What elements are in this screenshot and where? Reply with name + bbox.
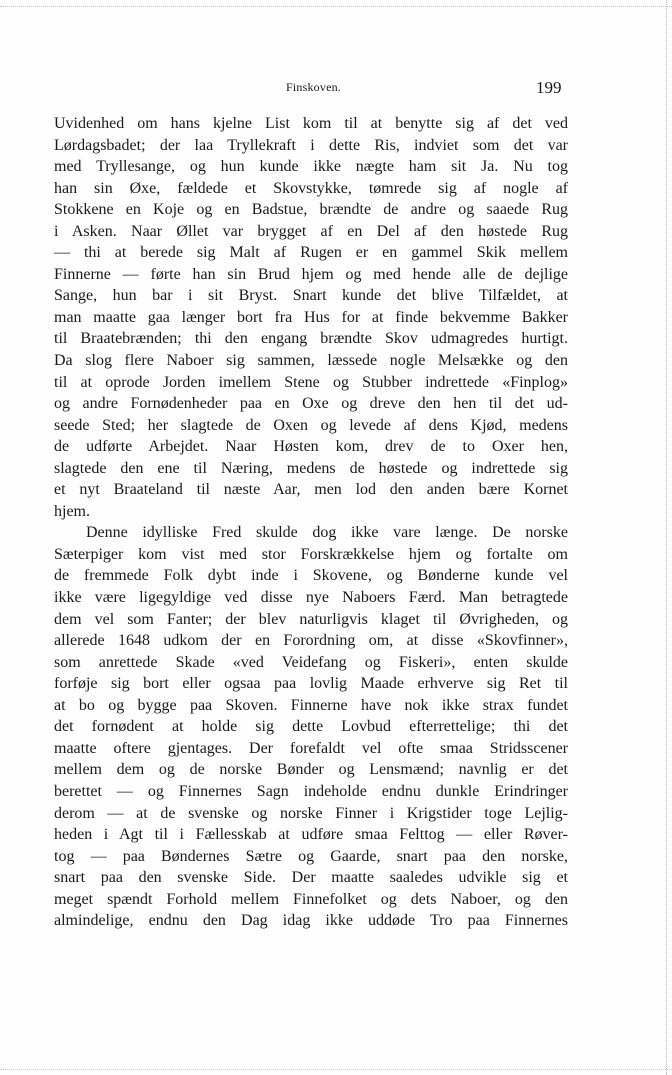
text-line: forføje sig bort eller ogsaa paa lovlig Maade erhverve sig Ret til [54, 675, 568, 693]
text-line: seede Sted; her slagtede de Oxen og levede af dens Kjød, medens [54, 416, 568, 434]
text-line: snart paa den svenske Side. Der maatte saaledes udvikle sig et [54, 869, 568, 887]
text-line: det fornødent at holde sig dette Lovbud efterrettelige; thi det [54, 718, 568, 736]
text-line: maatte oftere gjentages. Der forefaldt vel ofte smaa Stridsscener [54, 739, 568, 757]
text-line: i Asken. Naar Øllet var brygget af en Del af den høstede Rug [54, 222, 568, 240]
text-line: Finnerne — førte han sin Brud hjem og med hende alle de dejlige [54, 265, 568, 283]
text-line: — thi at berede sig Malt af Rugen er en gammel Skik mellem [54, 244, 568, 262]
text-line: at bo og bygge paa Skoven. Finnerne have nok ikke strax fundet [54, 696, 568, 714]
text-line: berettet — og Finnernes Sagn indeholde endnu dunkle Erindringer [54, 782, 568, 800]
text-line: de fremmede Folk dybt inde i Skovene, og Bønderne kunde vel [54, 567, 568, 585]
text-line: til at oprode Jorden imellem Stene og Stubber indrettede «Finplog» [54, 373, 568, 391]
scan-edge-right [666, 0, 668, 1075]
running-title: Finskoven. [286, 80, 342, 94]
text-line: de udførte Arbejdet. Naar Høsten kom, drev de to Oxer hen, [54, 438, 568, 456]
text-line: Da slog flere Naboer sig sammen, læssede nogle Melsække og den [54, 352, 568, 370]
text-line: til Braatebrænden; thi den engang brændte Skov udmagredes hurtigt. [54, 330, 568, 348]
paragraph-start-line: Denne idylliske Fred skulde dog ikke vare længe. De norske [86, 524, 568, 542]
text-line: derom — at de svenske og norske Finner i Krigstider toge Lejlig- [54, 804, 568, 822]
text-line: Stokkene en Koje og en Badstue, brændte de andre og saaede Rug [54, 201, 568, 219]
text-line: Lørdagsbadet; der laa Tryllekraft i dette Ris, indviet som det var [54, 136, 568, 154]
text-line: mellem dem og de norske Bønder og Lensmænd; navnlig er det [54, 761, 568, 779]
scan-edge-bottom [0, 1069, 672, 1071]
text-line: dem vel som Fanter; der blev naturligvis klaget til Øvrigheden, og [54, 610, 568, 628]
text-line: Uvidenhed om hans kjelne List kom til at benytte sig af det ved [54, 115, 568, 132]
text-line: og andre Fornødenheder paa en Oxe og dreve den hen til det ud- [54, 395, 568, 413]
body-text [54, 113, 568, 932]
text-line: Sange, hun bar i sit Bryst. Snart kunde det blive Tilfældet, at [54, 287, 568, 305]
text-line: ikke være ligegyldige ved disse nye Naboers Færd. Man betragtede [54, 589, 568, 607]
text-line: som anrettede Skade «ved Veidefang og Fiskeri», enten skulde [54, 653, 568, 671]
text-line: han sin Øxe, fældede et Skovstykke, tømrede sig af nogle af [54, 179, 568, 197]
text-line: et nyt Braateland til næste Aar, men lod den anden bære Kornet [54, 481, 568, 499]
text-line: slagtede den ene til Næring, medens de høstede og indrettede sig [54, 459, 568, 477]
text-line: almindelige, endnu den Dag idag ikke uddøde Tro paa Finnernes [54, 912, 568, 930]
paragraph-end-line: hjem. [54, 502, 90, 520]
text-line: tog — paa Bøndernes Sætre og Gaarde, snart paa den norske, [54, 847, 568, 865]
text-line: heden i Agt til i Fællesskab at udføre smaa Felttog — eller Røver- [54, 826, 568, 844]
text-line: med Tryllesange, og hun kunde ikke nægte ham sit Ja. Nu tog [54, 158, 568, 176]
text-line: Sæterpiger kom vist med stor Forskrækkelse hjem og fortalte om [54, 545, 568, 563]
page-number: 199 [536, 78, 562, 97]
scan-edge-top [0, 6, 672, 8]
text-line: allerede 1648 udkom der en Forordning om, at disse «Skovfinner», [54, 632, 568, 650]
text-line: meget spændt Forhold mellem Finnefolket og dets Naboer, og den [54, 890, 568, 908]
text-line: man maatte gaa længer bort fra Hus for at finde bekvemme Bakker [54, 308, 568, 326]
